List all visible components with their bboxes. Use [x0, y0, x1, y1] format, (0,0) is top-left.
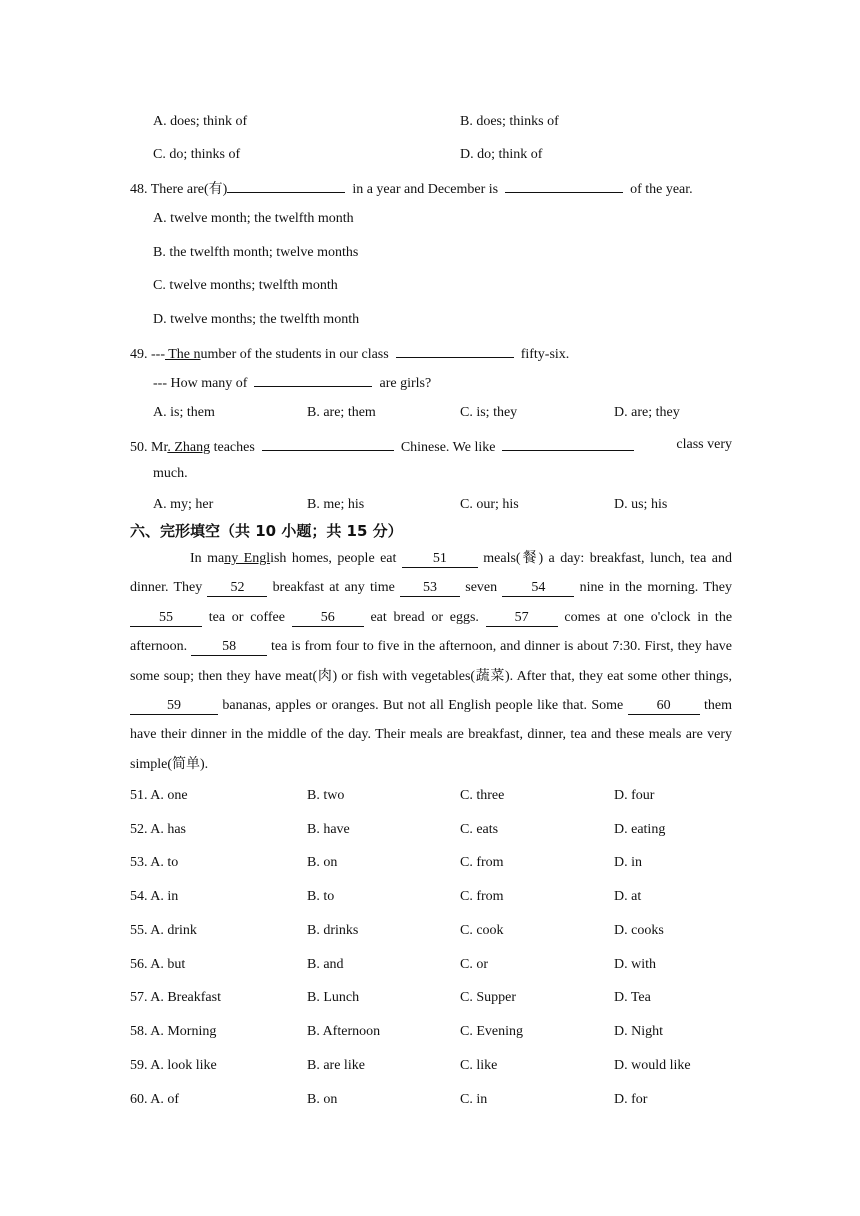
q48-option-b: B. the twelfth month; twelve months: [153, 245, 359, 260]
q48-option-c: C. twelve months; twelfth month: [153, 278, 338, 293]
q53-option-d: D. in: [614, 855, 642, 870]
q56-option-b: B. and: [307, 957, 344, 972]
q51-option-c: C. three: [460, 788, 505, 803]
q50-text-2: Chinese. We like: [400, 440, 496, 455]
q59-option-d: D. would like: [614, 1058, 691, 1073]
q48-text-3: of the year.: [630, 182, 693, 197]
blank-56: 56: [292, 610, 364, 627]
q53-option-c: C. from: [460, 855, 504, 870]
q47-option-d: D. do; think of: [460, 147, 543, 162]
passage-text: meals(餐) a day: breakfast, lunch, tea and dinner. They: [130, 551, 732, 596]
q49-option-a: A. is; them: [153, 405, 215, 420]
q48-option-a: A. twelve month; the twelfth month: [153, 211, 354, 226]
q48-blank-1: [227, 177, 345, 193]
q54-option-d: D. at: [614, 889, 642, 904]
q52-option-b: B. have: [307, 822, 350, 837]
q49-line-2: [153, 371, 431, 394]
passage-text: seven: [465, 580, 498, 596]
passage-text: breakfast at any time: [272, 580, 395, 596]
passage-text: nine in the morning. They: [579, 580, 733, 596]
q50-option-d: D. us; his: [614, 497, 668, 512]
blank-54: 54: [502, 580, 574, 597]
q50-underlined-text: . Zhang: [167, 440, 211, 455]
q49-text-4: are girls?: [379, 376, 432, 391]
q51-option-b: B. two: [307, 788, 345, 803]
q47-option-b: B. does; thinks of: [460, 114, 559, 129]
q51-option-d: D. four: [614, 788, 655, 803]
q57-option-b: B. Lunch: [307, 990, 360, 1005]
q49-number: 49. ---: [130, 347, 165, 362]
q50-stem: [130, 435, 732, 458]
q49-stem: [130, 342, 569, 365]
q57-option-a: 57. A. Breakfast: [130, 990, 221, 1005]
q55-option-b: B. drinks: [307, 923, 359, 938]
q58-option-d: D. Night: [614, 1024, 663, 1039]
q49-blank-2: [254, 371, 372, 387]
cloze-passage: [130, 544, 732, 779]
q49-blank-1: [396, 342, 514, 358]
blank-58: 58: [191, 639, 267, 656]
q53-option-a: 53. A. to: [130, 855, 179, 870]
q56-option-d: D. with: [614, 957, 656, 972]
q48-option-d: D. twelve months; the twelfth month: [153, 312, 360, 327]
passage-text: ish homes, people eat: [270, 551, 397, 566]
q50-option-a: A. my; her: [153, 497, 214, 512]
q60-option-c: C. in: [460, 1092, 488, 1107]
q49-option-b: B. are; them: [307, 405, 376, 420]
q47-option-a: A. does; think of: [153, 114, 248, 129]
q59-option-c: C. like: [460, 1058, 498, 1073]
q55-option-a: 55. A. drink: [130, 923, 197, 938]
passage-text: them have their dinner in the middle of the day. Their meals are breakfast, dinner, tea and these meals are very simple(简单).: [130, 698, 733, 772]
q48-number: 48.: [130, 182, 148, 197]
q50-blank-1: [262, 435, 394, 451]
q50-number: 50. Mr: [130, 440, 168, 455]
q49-option-c: C. is; they: [460, 405, 518, 420]
q52-option-d: D. eating: [614, 822, 666, 837]
q58-option-c: C. Evening: [460, 1024, 523, 1039]
blank-51: 51: [402, 551, 478, 568]
q47-option-c: C. do; thinks of: [153, 147, 241, 162]
q54-option-a: 54. A. in: [130, 889, 179, 904]
blank-60: 60: [628, 698, 700, 715]
blank-53: 53: [400, 580, 460, 597]
section-heading: 六、完形填空（共 10 小题；共 15 分）: [130, 522, 403, 540]
q52-option-a: 52. A. has: [130, 822, 186, 837]
q56-option-c: C. or: [460, 957, 488, 972]
q50-blank-2: [502, 435, 634, 451]
q49-underlined-text: The n: [165, 347, 201, 362]
passage-text: tea or coffee: [208, 609, 285, 625]
q53-option-b: B. on: [307, 855, 338, 870]
q57-option-d: D. Tea: [614, 990, 651, 1005]
q49-text-3: --- How many of: [153, 376, 248, 391]
q60-option-a: 60. A. of: [130, 1092, 179, 1107]
q60-option-b: B. on: [307, 1092, 338, 1107]
q49-text-2: fifty-six.: [520, 347, 570, 362]
passage-text: tea is from four to five in the afternoon, and dinner is about 7:30. First, they have some soup; then they have meat(肉) or fish with vegetables(蔬菜). After that, they eat some other things,: [130, 639, 733, 684]
q49-option-d: D. are; they: [614, 405, 680, 420]
q59-option-b: B. are like: [307, 1058, 365, 1073]
q52-option-c: C. eats: [460, 822, 499, 837]
q54-option-c: C. from: [460, 889, 504, 904]
blank-57: 57: [486, 610, 558, 627]
q48-blank-2: [505, 177, 623, 193]
blank-52: 52: [207, 580, 267, 597]
q49-text-1: umber of the students in our class: [200, 347, 389, 362]
q50-option-b: B. me; his: [307, 497, 365, 512]
q54-option-b: B. to: [307, 889, 335, 904]
passage-text: In ma: [190, 551, 225, 566]
passage-text: bananas, apples or oranges. But not all English people like that. Some: [222, 698, 624, 714]
q51-option-a: 51. A. one: [130, 788, 188, 803]
q50-option-c: C. our; his: [460, 497, 519, 512]
q60-option-d: D. for: [614, 1092, 648, 1107]
passage-text: eat bread or eggs.: [370, 609, 479, 625]
blank-59: 59: [130, 698, 218, 715]
q48-text-1: There are(有): [150, 182, 228, 197]
q48-text-2: in a year and December is: [352, 182, 499, 197]
q50-text-3: class very: [676, 437, 732, 452]
q56-option-a: 56. A. but: [130, 957, 186, 972]
q58-option-a: 58. A. Morning: [130, 1024, 217, 1039]
q50-continuation: much.: [153, 466, 188, 481]
q48-stem: [130, 177, 693, 200]
q59-option-a: 59. A. look like: [130, 1058, 217, 1073]
passage-text: comes at one o'clock in the afternoon.: [130, 609, 733, 655]
passage-underlined-text: ny Engl: [224, 551, 271, 566]
q50-text-1: teaches: [210, 440, 255, 455]
blank-55: 55: [130, 610, 202, 627]
q55-option-d: D. cooks: [614, 923, 664, 938]
q55-option-c: C. cook: [460, 923, 504, 938]
q57-option-c: C. Supper: [460, 990, 516, 1005]
q58-option-b: B. Afternoon: [307, 1024, 381, 1039]
